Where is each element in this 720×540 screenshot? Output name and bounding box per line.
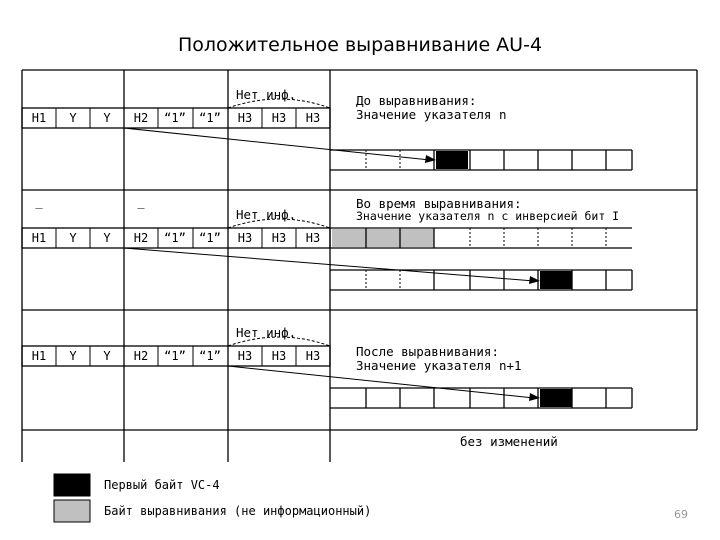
header-cell-one: “1” (199, 111, 221, 125)
header-cell-h3: H3 (305, 231, 321, 245)
header-cell-y: Y (103, 111, 111, 125)
header-cell-one: “1” (164, 231, 186, 245)
header-cell-h3: H3 (305, 111, 321, 125)
no-info-label: Нет инф. (236, 207, 297, 222)
legend-swatch-gray (54, 500, 90, 522)
caption-after-heading: После выравнивания: (356, 344, 499, 359)
header-cell-one: “1” (199, 231, 221, 245)
header-cell-y: Y (103, 231, 111, 245)
header-cell-one: “1” (164, 111, 186, 125)
first-byte-vc4-marker (540, 389, 572, 407)
no-info-label: Нет инф. (236, 325, 297, 340)
header-cell-h1: H1 (31, 111, 47, 125)
caption-before-pointer: Значение указателя n (356, 107, 507, 122)
header-cell-h1: H1 (31, 349, 47, 363)
payload-row-1 (330, 150, 632, 170)
caption-before-heading: До выравнивания: (356, 93, 477, 108)
header-cell-h2: H2 (133, 349, 149, 363)
caption-after-pointer: Значение указателя n+1 (356, 358, 522, 373)
page-number: 69 (674, 508, 688, 521)
header-cell-h2: H2 (133, 231, 149, 245)
pointer-arrow (124, 128, 430, 160)
legend-swatch-black (54, 474, 90, 496)
header-cell-h3: H3 (305, 349, 321, 363)
legend-label-first-byte: Первый байт VC-4 (104, 478, 220, 492)
header-cell-one: “1” (164, 349, 186, 363)
header-cell-y: Y (103, 349, 111, 363)
caption-during-pointer: Значение указателя n с инверсией бит I (356, 209, 620, 223)
inversion-overbar: ‾ (137, 207, 145, 221)
page-title: Положительное выравнивание AU-4 (177, 34, 543, 56)
inversion-overbar: ‾ (35, 207, 43, 221)
justification-bytes (332, 229, 434, 247)
header-cell-y: Y (69, 231, 77, 245)
header-cell-h3: H3 (271, 349, 287, 363)
payload-row-2-upper (330, 228, 632, 248)
header-cell-h3: H3 (237, 231, 253, 245)
header-cell-one: “1” (199, 349, 221, 363)
header-cell-h3: H3 (237, 111, 253, 125)
payload-row-2 (330, 270, 632, 290)
payload-row-3 (330, 388, 632, 408)
first-byte-vc4-marker (540, 271, 572, 289)
header-cell-h3: H3 (271, 111, 287, 125)
header-cell-h2: H2 (133, 111, 149, 125)
header-cell-h1: H1 (31, 231, 47, 245)
header-cell-h3: H3 (271, 231, 287, 245)
no-change-note: без изменений (460, 434, 558, 449)
legend (54, 474, 371, 522)
legend-label-justification-byte: Байт выравнивания (не информационный) (104, 504, 372, 518)
no-info-label: Нет инф. (236, 87, 297, 102)
first-byte-vc4-marker (436, 151, 468, 169)
pointer-arrow (124, 248, 534, 281)
header-cell-y: Y (69, 349, 77, 363)
header-cell-y: Y (69, 111, 77, 125)
caption-during-heading: Во время выравнивания: (356, 196, 522, 211)
header-cell-h3: H3 (237, 349, 253, 363)
